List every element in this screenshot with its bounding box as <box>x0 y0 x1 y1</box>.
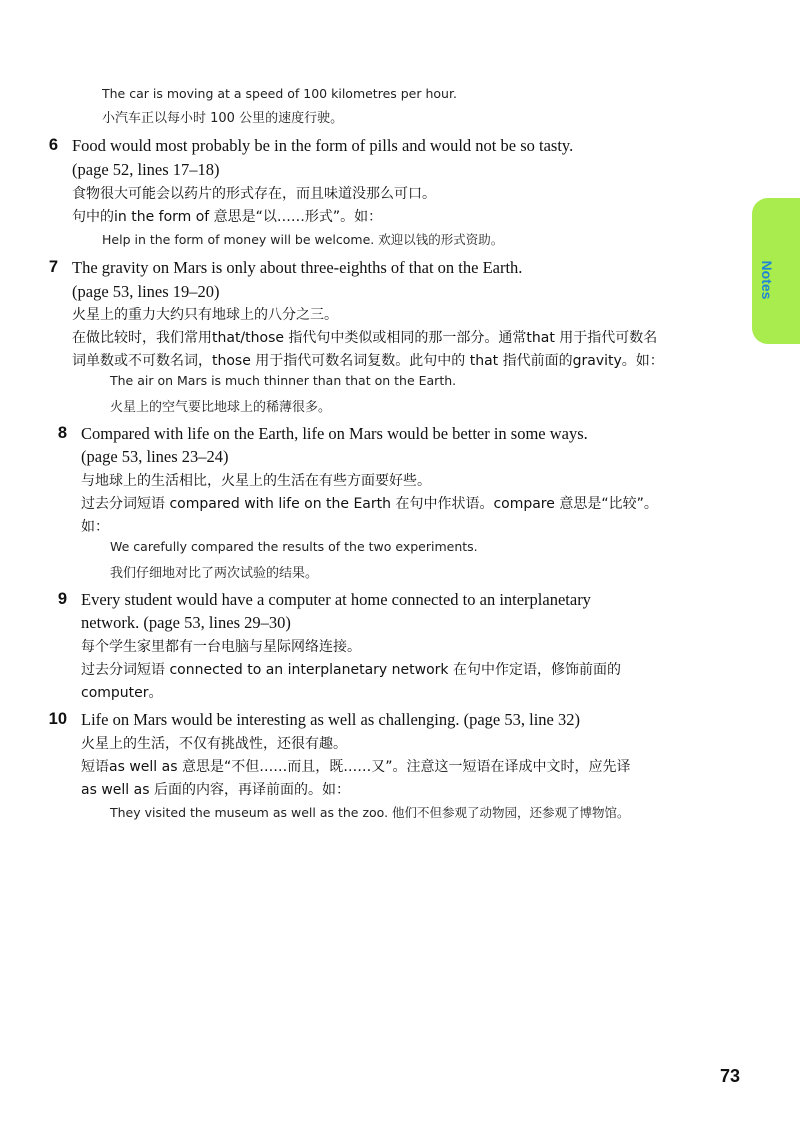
note-number: 7 <box>48 258 58 276</box>
note-reference: (page 53, lines 23–24) <box>81 447 229 466</box>
note-example: Help in the form of money will be welcome. 欢迎以钱的形式资助。 <box>102 232 504 247</box>
note-explanation: 过去分词短语 compared with life on the Earth 在句中作状语。compare 意思是“比较”。 <box>81 496 658 512</box>
note-sentence: Food would most probably be in the form of pills and would not be so tasty. <box>72 136 574 155</box>
note-number: 10 <box>48 710 67 728</box>
note-translation: 食物很大可能会以药片的形式存在，而且味道没那么可口。 <box>72 186 436 202</box>
intro-example-en: The car is moving at a speed of 100 kilometres per hour. <box>102 86 457 101</box>
note-translation: 与地球上的生活相比，火星上的生活在有些方面要好些。 <box>81 473 431 489</box>
note-example-zh: 火星上的空气要比地球上的稀薄很多。 <box>110 400 332 415</box>
note-example-zh: 我们仔细地对比了两次试验的结果。 <box>110 566 319 581</box>
note-number: 6 <box>48 136 58 154</box>
note-sentence: Every student would have a computer at home connected to an interplanetary <box>81 590 591 609</box>
note-reference: (page 53, lines 19–20) <box>72 282 220 301</box>
note-explanation: computer。 <box>81 685 163 701</box>
note-explanation: 在做比较时，我们常用that/those 指代句中类似或相同的那一部分。通常that 用于指代可数名 <box>72 330 658 346</box>
note-explanation: as well as 后面的内容，再译前面的。如： <box>81 782 350 798</box>
note-explanation: 如： <box>81 519 109 535</box>
note-explanation: 句中的in the form of 意思是“以……形式”。如： <box>72 209 383 225</box>
note-reference: (page 52, lines 17–18) <box>72 160 220 179</box>
note-example: The air on Mars is much thinner than that on the Earth. <box>110 373 457 388</box>
note-explanation: 词单数或不可数名词，those 用于指代可数名词复数。此句中的 that 指代前面的gravity。如： <box>72 353 664 369</box>
note-sentence: Compared with life on the Earth, life on Mars would be better in some ways. <box>81 424 588 443</box>
note-number: 8 <box>57 424 67 442</box>
note-example: We carefully compared the results of the two experiments. <box>110 539 478 554</box>
note-sentence: The gravity on Mars is only about three-eighths of that on the Earth. <box>72 258 523 277</box>
note-sentence: Life on Mars would be interesting as well as challenging. (page 53, line 32) <box>81 710 580 729</box>
page-number: 73 <box>720 1066 741 1086</box>
note-explanation: 过去分词短语 connected to an interplanetary network 在句中作定语，修饰前面的 <box>81 662 621 678</box>
note-translation: 火星上的重力大约只有地球上的八分之三。 <box>72 307 338 323</box>
note-sentence: network. (page 53, lines 29–30) <box>81 613 291 632</box>
note-translation: 每个学生家里都有一台电脑与星际网络连接。 <box>81 639 361 655</box>
note-number: 9 <box>57 590 67 608</box>
note-example: They visited the museum as well as the zoo. 他们不但参观了动物园，还参观了博物馆。 <box>110 805 630 820</box>
note-translation: 火星上的生活，不仅有挑战性，还很有趣。 <box>81 736 347 752</box>
intro-example-zh: 小汽车正以每小时 100 公里的速度行驶。 <box>102 111 344 126</box>
note-explanation: 短语as well as 意思是“不但……而且，既……又”。注意这一短语在译成中文时，应先译 <box>81 759 631 775</box>
notes-tab-label: Notes <box>759 260 775 300</box>
